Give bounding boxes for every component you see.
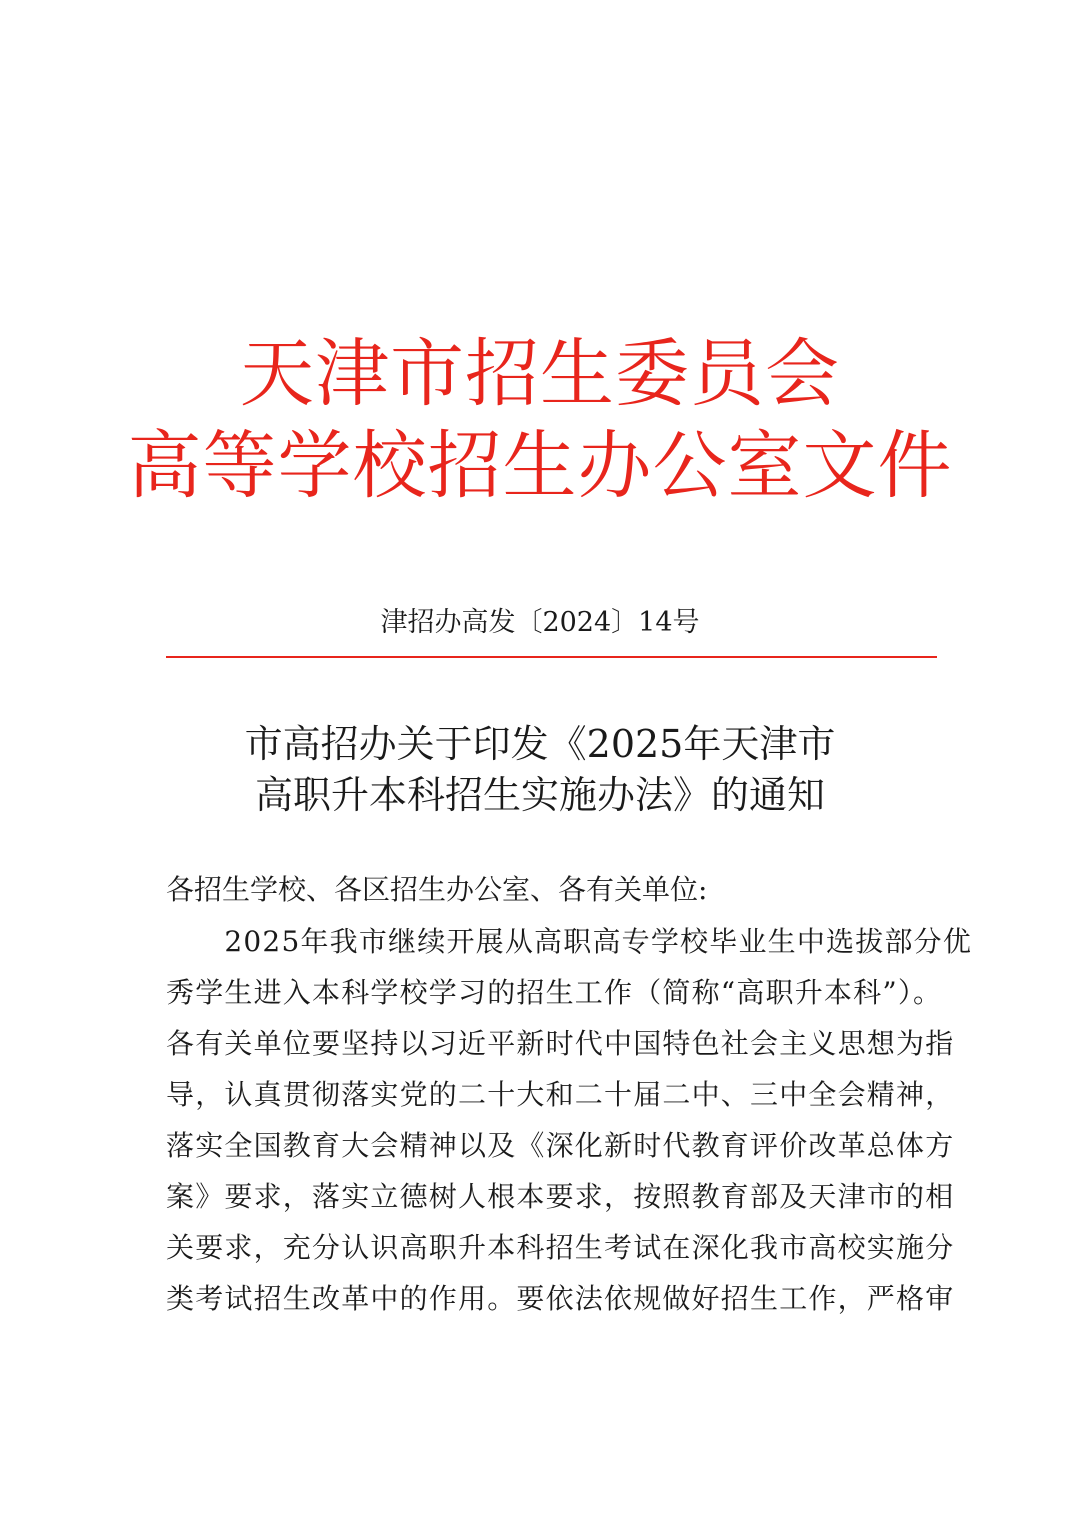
masthead-line-2: 高等学校招生办公室文件 [127, 423, 953, 509]
body-line-5: 落实全国教育大会精神以及《深化新时代教育评价改革总体方 [166, 1129, 955, 1162]
notice-title-line-2: 高职升本科招生实施办法》的通知 [254, 773, 825, 817]
salutation: 各招生学校、各区招生办公室、各有关单位: [166, 873, 708, 906]
masthead-line-1: 天津市招生委员会 [240, 331, 840, 417]
body-line-7: 关要求，充分认识高职升本科招生考试在深化我市高校实施分 [166, 1231, 955, 1264]
body-line-1: 2025年我市继续开展从高职高专学校毕业生中选拔部分优 [166, 925, 973, 958]
body-line-2: 秀学生进入本科学校学习的招生工作（简称“高职升本科”）。 [166, 976, 943, 1009]
body-line-4: 导，认真贯彻落实党的二十大和二十届二中、三中全会精神， [166, 1078, 955, 1111]
body-line-8: 类考试招生改革中的作用。要依法依规做好招生工作，严格审 [166, 1282, 955, 1315]
red-divider-line [166, 656, 937, 658]
document-number: 津招办高发〔2024〕14号 [380, 607, 700, 638]
notice-title-line-1: 市高招办关于印发《2025年天津市 [244, 722, 836, 766]
body-line-3: 各有关单位要坚持以习近平新时代中国特色社会主义思想为指 [166, 1027, 955, 1060]
body-line-6: 案》要求，落实立德树人根本要求，按照教育部及天津市的相 [166, 1180, 955, 1213]
